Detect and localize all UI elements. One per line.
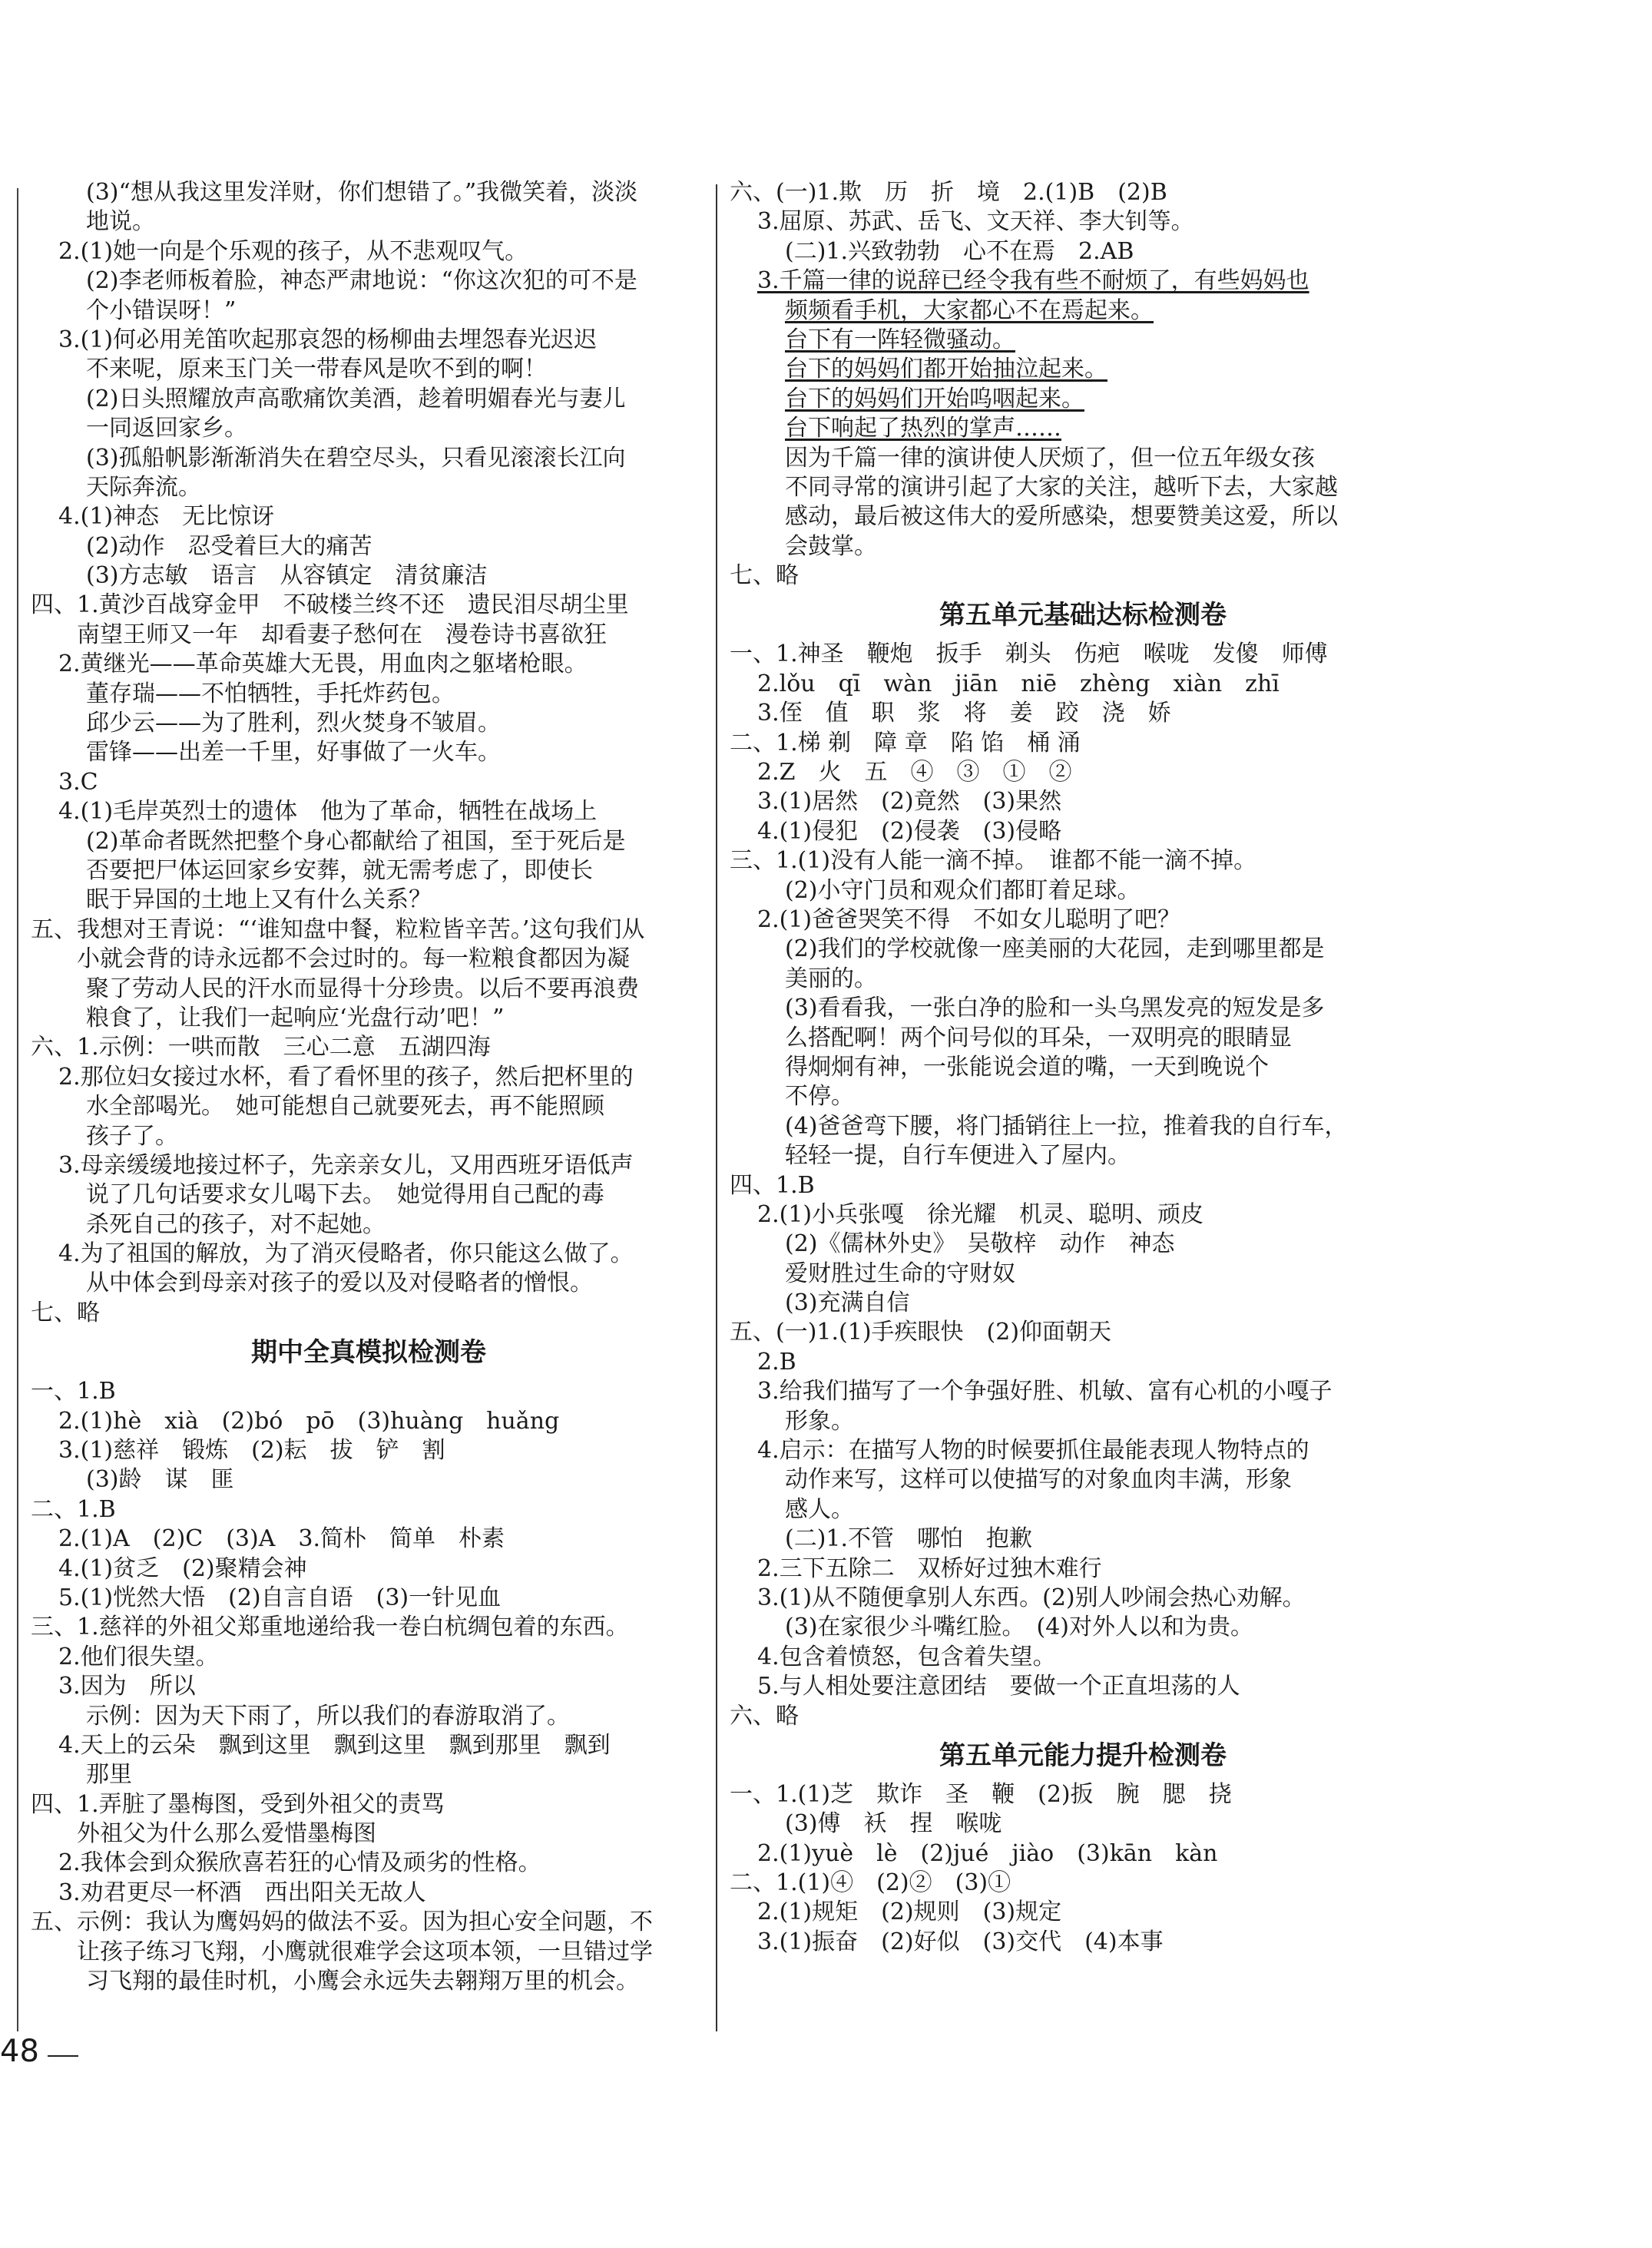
answer-line: (3)充满自信 [785, 1290, 910, 1317]
answer-line: 六、(一)1.欺 历 折 境 2.(1)B (2)B [730, 179, 1167, 206]
answer-line: 3.(1)慈祥 锻炼 (2)耘 拔 铲 割 [58, 1437, 445, 1465]
answer-line: 动作来写，这样可以使描写的对象血肉丰满，形象 [785, 1466, 1292, 1494]
underlined-text: 台下响起了热烈的掌声…… [785, 415, 1061, 442]
answer-line: 感人。 [785, 1495, 854, 1523]
answer-line: 二、1.梯 剃 障 章 陷 馅 桶 涌 [730, 729, 1081, 757]
answer-line: 4.包含着愤怒，包含着失望。 [757, 1643, 1056, 1670]
answer-line: 轻轻一提，自行车便进入了屋内。 [785, 1142, 1131, 1170]
answer-line: 4.启示：在描写人物的时候要抓住最能表现人物特点的 [757, 1437, 1309, 1465]
answer-line: 2.Z 火 五 ④ ③ ① ② [757, 759, 1072, 786]
answer-line: 杀死自己的孩子，对不起她。 [86, 1210, 386, 1238]
answer-line: 2.(1)爸爸哭笑不得 不如女儿聪明了吧？ [757, 905, 1181, 933]
answer-line: 七、略 [31, 1299, 100, 1326]
answer-line: 3.劝君更尽一杯酒 西出阳关无故人 [58, 1879, 426, 1906]
underlined-text: 台下的妈妈们都开始抽泣起来。 [785, 356, 1107, 383]
answer-line: 3.母亲缓缓地接过杯子，先亲亲女儿，又用西班牙语低声 [58, 1151, 634, 1179]
answer-line: 粮食了，让我们一起响应‘光盘行动’吧！” [86, 1004, 505, 1031]
answer-line: 孩子了。 [86, 1122, 178, 1150]
answer-line: 三、1.(1)没有人能一滴不掉。 谁都不能一滴不掉。 [730, 847, 1257, 875]
answer-line: 不来呢，原来玉门关一带春风是吹不到的啊！ [86, 356, 547, 383]
column-divider [716, 184, 717, 2031]
answer-line [730, 414, 1436, 443]
answer-line: 地说。 [86, 208, 155, 236]
answer-line: 3.侄 值 职 浆 将 姜 跤 浇 娇 [757, 700, 1171, 727]
answer-line: 2.他们很失望。 [58, 1643, 219, 1670]
answer-line: 董存瑞——不怕牺牲，手托炸药包。 [86, 680, 455, 707]
answer-line: 4.(1)侵犯 (2)侵袭 (3)侵略 [757, 817, 1062, 845]
underlined-text: 台下的妈妈们开始呜咽起来。 [785, 385, 1084, 412]
answer-line: 习飞翔的最佳时机，小鹰会永远失去翱翔万里的机会。 [86, 1968, 639, 1995]
answer-line: 2.黄继光——革命英雄大无畏，用血肉之躯堵枪眼。 [58, 651, 588, 678]
answer-line: 六、略 [730, 1702, 799, 1730]
answer-line: 2.我体会到众猴欣喜若狂的心情及顽劣的性格。 [58, 1849, 541, 1877]
answer-line [730, 355, 1436, 384]
answer-line: 2.三下五除二 双桥好过独木难行 [757, 1554, 1102, 1582]
answer-line: (4)爸爸弯下腰，将门插销往上一拉，推着我的自行车， [785, 1112, 1348, 1140]
page-number-dash [48, 2055, 78, 2057]
answer-line: 美丽的。 [785, 965, 877, 992]
answer-line: 3.(1)何必用羌笛吹起那哀怨的杨柳曲去埋怨春光迟迟 [58, 326, 598, 353]
answer-line: (3)龄 谋 匪 [86, 1466, 234, 1494]
answer-line: 2.那位妇女接过水杯，看了看怀里的孩子，然后把杯里的 [58, 1063, 634, 1091]
answer-line: 2.(1)她一向是个乐观的孩子，从不悲观叹气。 [58, 237, 528, 265]
answer-line: 五、(一)1.(1)手疾眼快 (2)仰面朝天 [730, 1319, 1112, 1346]
answer-line: 么搭配啊！两个问号似的耳朵，一双明亮的眼睛显 [785, 1024, 1292, 1051]
answer-line: 形象。 [785, 1407, 854, 1435]
answer-line: 因为千篇一律的演讲使人厌烦了，但一位五年级女孩 [785, 444, 1315, 472]
answer-line: (3)方志敏 语言 从容镇定 清贫廉洁 [86, 562, 488, 590]
answer-line: 小就会背的诗永远都不会过时的。每一粒粮食都因为凝 [77, 945, 630, 973]
answer-line: 让孩子练习飞翔，小鹰就很难学会这项本领，一旦错过学 [77, 1938, 653, 1965]
answer-line: 水全部喝光。 她可能想自己就要死去，再不能照顾 [86, 1093, 604, 1121]
answer-line: 二、1.B [31, 1495, 116, 1523]
answer-line: 4.天上的云朵 飘到这里 飘到这里 飘到那里 飘到 [58, 1731, 611, 1759]
answer-line: 七、略 [730, 562, 799, 590]
section-heading: 第五单元基础达标检测卷 [939, 600, 1227, 631]
answer-line [730, 326, 1436, 355]
answer-line [730, 385, 1436, 414]
answer-line: 感动，最后被这伟大的爱所感染，想要赞美这爱，所以 [785, 503, 1338, 531]
answer-line: 那里 [86, 1761, 132, 1789]
answer-line: 4.(1)贫乏 (2)聚精会神 [58, 1554, 307, 1582]
answer-line: 4.为了祖国的解放，为了消灭侵略者，你只能这么做了。 [58, 1240, 634, 1268]
answer-line: 五、示例：我认为鹰妈妈的做法不妥。因为担心安全问题，不 [31, 1909, 653, 1936]
answer-line: 3.给我们描写了一个争强好胜、机敏、富有心机的小嘎子 [757, 1378, 1333, 1405]
section-heading: 期中全真模拟检测卷 [251, 1337, 486, 1369]
page-number: 48 [0, 2034, 39, 2069]
answer-line: 三、1.慈祥的外祖父郑重地递给我一卷白杭绸包着的东西。 [31, 1614, 629, 1641]
answer-line: 不同寻常的演讲引起了大家的关注，越听下去，大家越 [785, 473, 1338, 501]
answer-line: 示例：因为天下雨了，所以我们的春游取消了。 [86, 1702, 570, 1730]
answer-line: (2)革命者既然把整个身心都献给了祖国，至于死后是 [86, 827, 626, 855]
answer-line: 六、1.示例：一哄而散 三心二意 五湖四海 [31, 1034, 491, 1061]
answer-line: 4.(1)毛岸英烈士的遗体 他为了革命，牺牲在战场上 [58, 798, 598, 826]
answer-line: 一、1.B [31, 1378, 116, 1405]
answer-line: 一同返回家乡。 [86, 415, 247, 442]
underlined-text: 3.千篇一律的说辞已经令我有些不耐烦了，有些妈妈也 [757, 267, 1309, 295]
answer-line: 3.C [58, 768, 98, 796]
answer-line [730, 296, 1436, 326]
answer-line: 五、我想对王青说：“‘谁知盘中餐，粒粒皆辛苦。’这句我们从 [31, 915, 645, 943]
answer-line: 3.因为 所以 [58, 1673, 196, 1700]
answer-line: 3.屈原、苏武、岳飞、文天祥、李大钊等。 [757, 208, 1194, 236]
answer-line: 5.(1)恍然大悟 (2)自言自语 (3)一针见血 [58, 1584, 502, 1611]
answer-line: (2)我们的学校就像一座美丽的大花园，走到哪里都是 [785, 935, 1325, 963]
answer-line: 3.(1)居然 (2)竟然 (3)果然 [757, 788, 1062, 816]
answer-line: 个小错误呀！” [86, 296, 237, 324]
answer-line: 2.(1)A (2)C (3)A 3.简朴 简单 朴素 [58, 1525, 505, 1553]
answer-line: (3)孤船帆影渐渐消失在碧空尽头，只看见滚滚长江向 [86, 444, 626, 472]
answer-line: 2.(1)小兵张嘎 徐光耀 机灵、聪明、顽皮 [757, 1200, 1204, 1228]
answer-line: 3.(1)振奋 (2)好似 (3)交代 (4)本事 [757, 1928, 1164, 1955]
answer-line: 一、1.神圣 鞭炮 扳手 剃头 伤疤 喉咙 发傻 师傅 [730, 641, 1328, 668]
answer-line: (3)在家很少斗嘴红脸。 (4)对外人以和为贵。 [785, 1614, 1253, 1641]
answer-line [730, 267, 1436, 296]
answer-line: 5.与人相处要注意团结 要做一个正直坦荡的人 [757, 1673, 1240, 1700]
answer-line: (3)傅 袄 捏 喉咙 [785, 1810, 1002, 1838]
answer-line: 从中体会到母亲对孩子的爱以及对侵略者的憎恨。 [86, 1270, 593, 1297]
answer-line: 得炯炯有神，一张能说会道的嘴，一天到晚说个 [785, 1053, 1269, 1081]
answer-line: 南望王师又一年 却看妻子愁何在 漫卷诗书喜欲狂 [77, 621, 607, 648]
left-column [31, 178, 707, 1996]
right-column [730, 178, 1436, 1957]
underlined-text: 台下有一阵轻微骚动。 [785, 326, 1015, 353]
underlined-text: 频频看手机，大家都心不在焉起来。 [785, 296, 1154, 324]
answer-line: (2)李老师板着脸，神态严肃地说：“你这次犯的可不是 [86, 267, 637, 295]
answer-line: (2)小守门员和观众们都盯着足球。 [785, 876, 1141, 904]
answer-line: 不停。 [785, 1083, 854, 1111]
answer-line: 四、1.黄沙百战穿金甲 不破楼兰终不还 遗民泪尽胡尘里 [31, 591, 629, 619]
answer-line: (二)1.不管 哪怕 抱歉 [785, 1525, 1033, 1553]
section-heading: 第五单元能力提升检测卷 [939, 1740, 1227, 1771]
answer-line: 四、1.B [730, 1171, 815, 1199]
answer-line: 爱财胜过生命的守财奴 [785, 1260, 1015, 1287]
answer-line: (3)“想从我这里发洋财，你们想错了。”我微笑着，淡淡 [86, 179, 638, 206]
answer-line: 聚了劳动人民的汗水而显得十分珍贵。以后不要再浪费 [86, 975, 639, 1002]
answer-line: 天际奔流。 [86, 473, 201, 501]
answer-line: 说了几句话要求女儿喝下去。 她觉得用自己配的毒 [86, 1181, 604, 1209]
answer-line: 2.B [757, 1348, 796, 1376]
left-margin-rule [17, 188, 18, 2031]
answer-line: 二、1.(1)④ (2)② (3)① [730, 1869, 1011, 1897]
answer-line: 否要把尸体运回家乡安葬，就无需考虑了，即使长 [86, 856, 593, 884]
answer-line: 4.(1)神态 无比惊讶 [58, 503, 275, 531]
answer-line: 2.(1)hè xià (2)bó pō (3)huàng huǎng [58, 1407, 560, 1435]
answer-line: (3)看看我，一张白净的脸和一头乌黑发亮的短发是多 [785, 995, 1325, 1022]
answer-line: 会鼓掌。 [785, 532, 877, 560]
answer-line: 眠于异国的土地上又有什么关系？ [86, 886, 432, 914]
answer-line: 邱少云——为了胜利，烈火焚身不皱眉。 [86, 710, 501, 737]
answer-line: 2.(1)yuè lè (2)jué jiào (3)kān kàn [757, 1839, 1218, 1867]
answer-line: 一、1.(1)芝 欺诈 圣 鞭 (2)扳 腕 腮 挠 [730, 1780, 1232, 1808]
answer-line: 外祖父为什么那么爱惜墨梅图 [77, 1820, 376, 1848]
answer-line: 雷锋——出差一千里，好事做了一火车。 [86, 739, 501, 766]
answer-line: 2.lǒu qī wàn jiān niē zhèng xiàn zhī [757, 670, 1280, 697]
answer-line: (2)动作 忍受着巨大的痛苦 [86, 532, 372, 560]
answer-line: 3.(1)从不随便拿别人东西。(2)别人吵闹会热心劝解。 [757, 1584, 1306, 1611]
answer-line: 四、1.弄脏了墨梅图，受到外祖父的责骂 [31, 1790, 445, 1818]
answer-line: 2.(1)规矩 (2)规则 (3)规定 [757, 1899, 1062, 1926]
answer-line: (2)日头照耀放声高歌痛饮美酒，趁着明媚春光与妻儿 [86, 385, 626, 412]
answer-line: (二)1.兴致勃勃 心不在焉 2.AB [785, 237, 1134, 265]
answer-line: (2)《儒林外史》 吴敬梓 动作 神态 [785, 1230, 1175, 1258]
